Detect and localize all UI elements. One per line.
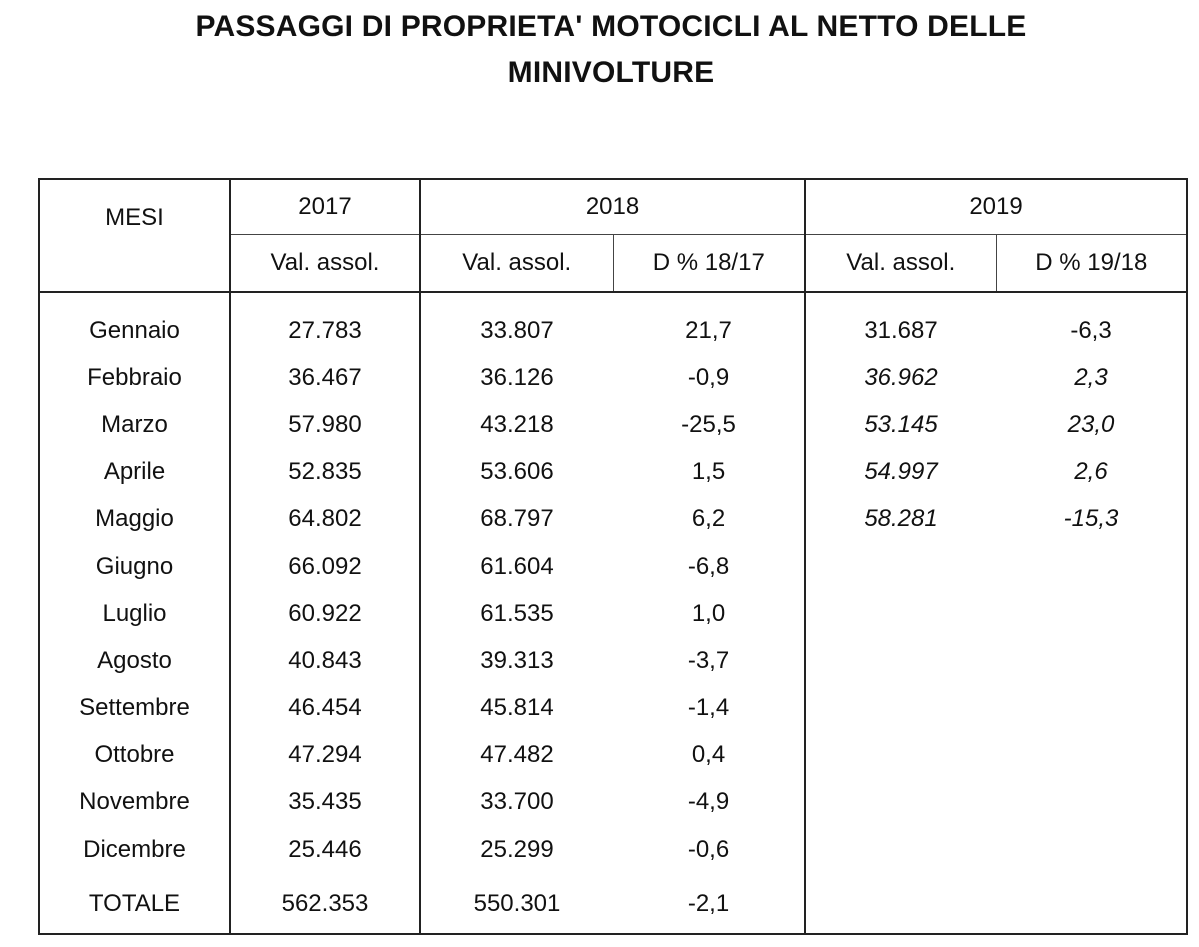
header-2019-val-assol: Val. assol. bbox=[805, 235, 996, 293]
header-2017-val-assol: Val. assol. bbox=[230, 235, 420, 293]
cell-month: Dicembre bbox=[83, 835, 186, 863]
page-title bbox=[0, 4, 1199, 96]
cell-2018-val: 33.807 bbox=[420, 307, 613, 354]
table-row bbox=[40, 307, 1186, 354]
cell-2018-val: 61.604 bbox=[420, 543, 613, 590]
cell-2018-val: 61.535 bbox=[420, 590, 613, 637]
title-line-2: MINIVOLTURE bbox=[507, 56, 715, 89]
table-header bbox=[40, 180, 1186, 292]
cell-2019-delta bbox=[996, 732, 1186, 779]
cell-2019-val: 53.145 bbox=[805, 401, 996, 448]
cell-2019-val: 31.687 bbox=[805, 307, 996, 354]
cell-2017-val: 36.467 bbox=[230, 354, 420, 401]
table-row bbox=[40, 590, 1186, 637]
table-row bbox=[40, 826, 1186, 873]
header-year-2017: 2017 bbox=[230, 180, 420, 235]
cell-2018-delta: -25,5 bbox=[681, 410, 736, 438]
table-row bbox=[40, 401, 1186, 448]
cell-2017-val: 40.843 bbox=[230, 637, 420, 684]
cell-2019-val: 58.281 bbox=[805, 496, 996, 543]
cell-2017-val: 52.835 bbox=[230, 449, 420, 496]
cell-2019-val bbox=[805, 826, 996, 873]
table-row bbox=[40, 685, 1186, 732]
cell-month: Giugno bbox=[95, 552, 174, 580]
title-line-1: PASSAGGI DI PROPRIETA' MOTOCICLI AL NETTO DELLE bbox=[195, 10, 1027, 43]
cell-total-2019-delta-empty bbox=[996, 873, 1186, 935]
table-row bbox=[40, 449, 1186, 496]
cell-month: Settembre bbox=[79, 694, 190, 722]
table-row bbox=[40, 354, 1186, 401]
cell-month: Febbraio bbox=[87, 363, 182, 391]
cell-2018-delta: -1,4 bbox=[687, 694, 730, 722]
spacer-cell bbox=[805, 292, 996, 307]
cell-2019-delta bbox=[996, 543, 1186, 590]
cell-2017-val: 46.454 bbox=[230, 685, 420, 732]
cell-month: Luglio bbox=[102, 599, 167, 627]
cell-2018-delta: -4,9 bbox=[687, 788, 730, 816]
table-row-total bbox=[40, 873, 1186, 935]
cell-total-2018: 550.301 bbox=[420, 873, 613, 935]
cell-2018-val: 47.482 bbox=[420, 732, 613, 779]
cell-2018-delta: -6,8 bbox=[687, 552, 730, 580]
cell-2018-val: 43.218 bbox=[420, 401, 613, 448]
cell-month: Ottobre bbox=[94, 741, 175, 769]
cell-month: Gennaio bbox=[89, 316, 180, 344]
cell-2017-val: 25.446 bbox=[230, 826, 420, 873]
cell-2019-val bbox=[805, 590, 996, 637]
table-row bbox=[40, 496, 1186, 543]
cell-2017-val: 66.092 bbox=[230, 543, 420, 590]
cell-2019-delta: 2,3 bbox=[1074, 363, 1108, 391]
data-table-frame bbox=[38, 178, 1188, 935]
header-year-2019: 2019 bbox=[805, 180, 1186, 235]
spacer-cell bbox=[420, 292, 613, 307]
cell-2019-val bbox=[805, 637, 996, 684]
table-row bbox=[40, 543, 1186, 590]
cell-total-delta: -2,1 bbox=[687, 890, 730, 918]
cell-2017-val: 57.980 bbox=[230, 401, 420, 448]
table-spacer-row bbox=[40, 292, 1186, 307]
cell-2019-val bbox=[805, 779, 996, 826]
cell-2017-val: 60.922 bbox=[230, 590, 420, 637]
cell-2019-val bbox=[805, 732, 996, 779]
table-row bbox=[40, 732, 1186, 779]
header-year-2018: 2018 bbox=[420, 180, 805, 235]
spacer-cell bbox=[230, 292, 420, 307]
cell-2019-val: 36.962 bbox=[805, 354, 996, 401]
table-row bbox=[40, 779, 1186, 826]
cell-2019-delta bbox=[996, 826, 1186, 873]
cell-total-2017: 562.353 bbox=[230, 873, 420, 935]
cell-2019-val bbox=[805, 543, 996, 590]
cell-2018-delta: -0,9 bbox=[687, 363, 730, 391]
cell-2019-delta: -6,3 bbox=[1070, 316, 1112, 344]
table-row bbox=[40, 637, 1186, 684]
header-2018-delta: D % 18/17 bbox=[613, 235, 805, 293]
cell-2018-val: 33.700 bbox=[420, 779, 613, 826]
cell-month: Novembre bbox=[79, 788, 190, 816]
cell-2018-delta: 0,4 bbox=[691, 741, 726, 769]
cell-month: Agosto bbox=[97, 646, 172, 674]
cell-2019-delta: -15,3 bbox=[1063, 505, 1119, 533]
cell-2018-val: 68.797 bbox=[420, 496, 613, 543]
cell-2019-delta bbox=[996, 685, 1186, 732]
cell-2019-val: 54.997 bbox=[805, 449, 996, 496]
cell-total-label: TOTALE bbox=[88, 890, 181, 918]
spacer-cell bbox=[613, 292, 805, 307]
data-table bbox=[40, 180, 1186, 935]
header-mesi: MESI bbox=[40, 180, 230, 292]
cell-2019-delta bbox=[996, 590, 1186, 637]
cell-2018-val: 45.814 bbox=[420, 685, 613, 732]
cell-2019-delta: 2,6 bbox=[1074, 458, 1108, 486]
cell-2018-val: 39.313 bbox=[420, 637, 613, 684]
cell-2018-val: 25.299 bbox=[420, 826, 613, 873]
header-2019-delta: D % 19/18 bbox=[996, 235, 1186, 293]
cell-2018-delta: -3,7 bbox=[687, 646, 730, 674]
cell-2017-val: 64.802 bbox=[230, 496, 420, 543]
spacer-cell bbox=[40, 292, 230, 307]
cell-2019-delta bbox=[996, 637, 1186, 684]
cell-total-2019-empty bbox=[805, 873, 996, 935]
cell-2017-val: 47.294 bbox=[230, 732, 420, 779]
cell-2018-val: 53.606 bbox=[420, 449, 613, 496]
cell-month: Aprile bbox=[103, 458, 166, 486]
cell-2018-val: 36.126 bbox=[420, 354, 613, 401]
cell-2019-delta bbox=[996, 779, 1186, 826]
cell-2018-delta: 1,0 bbox=[691, 599, 726, 627]
cell-2017-val: 35.435 bbox=[230, 779, 420, 826]
cell-month: Marzo bbox=[101, 410, 168, 438]
cell-2018-delta: 6,2 bbox=[691, 505, 726, 533]
cell-2019-val bbox=[805, 685, 996, 732]
header-2018-val-assol: Val. assol. bbox=[420, 235, 613, 293]
spacer-cell bbox=[996, 292, 1186, 307]
cell-2018-delta: 1,5 bbox=[691, 458, 726, 486]
table-body bbox=[40, 292, 1186, 935]
cell-2017-val: 27.783 bbox=[230, 307, 420, 354]
cell-2019-delta: 23,0 bbox=[1067, 410, 1115, 438]
cell-2018-delta: -0,6 bbox=[687, 835, 730, 863]
cell-2018-delta: 21,7 bbox=[685, 316, 732, 344]
cell-month: Maggio bbox=[95, 505, 174, 533]
